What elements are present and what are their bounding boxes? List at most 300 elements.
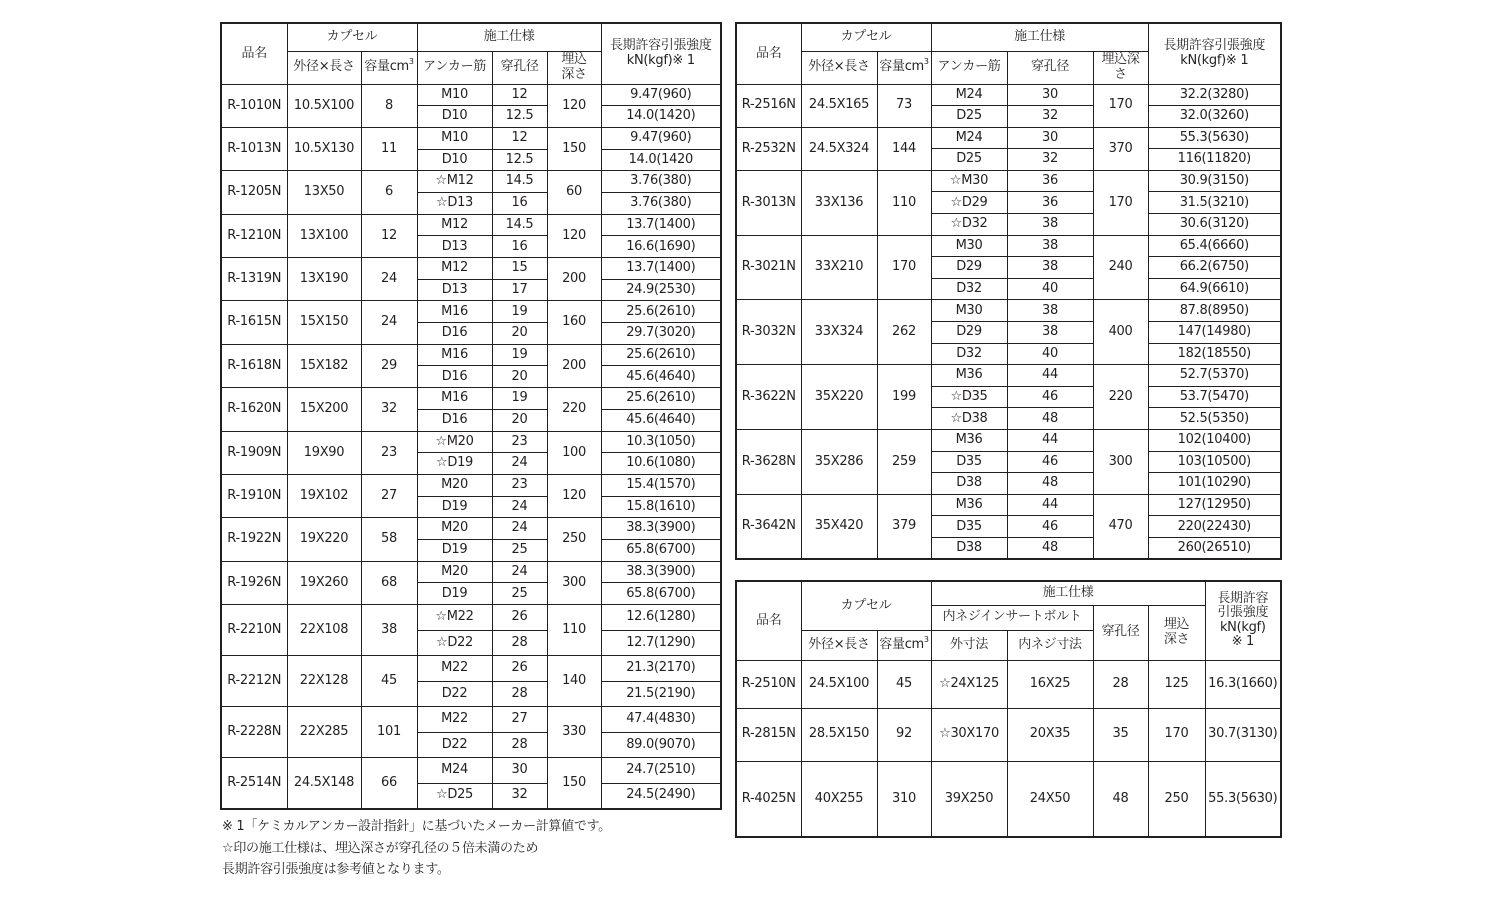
header-volume-sup: 3 (923, 57, 929, 67)
capsule-volume: 379 (877, 494, 931, 559)
capsule-size: 19X220 (287, 518, 361, 561)
strength: 24.9(2530) (601, 279, 721, 301)
capsule-size: 13X50 (287, 171, 361, 214)
table-row (736, 84, 1281, 106)
drill-diameter: 30 (492, 758, 547, 784)
inner-thread-dim: 20X35 (1007, 708, 1093, 761)
header-strength-line2: kN(kgf)※ 1 (626, 52, 695, 68)
capsule-volume: 24 (361, 301, 417, 344)
strength: 13.7(1400) (601, 214, 721, 236)
strength: 16.3(1660) (1205, 660, 1281, 708)
capsule-size: 35X220 (801, 365, 877, 430)
strength: 21.5(2190) (601, 681, 721, 707)
product-name: R-3032N (736, 300, 801, 365)
drill-diameter: 44 (1007, 365, 1093, 387)
capsule-size: 35X286 (801, 430, 877, 495)
anchor-bar: ☆M20 (417, 431, 492, 453)
header-product-name: 品名 (736, 581, 801, 660)
capsule-volume: 66 (361, 758, 417, 809)
drill-diameter: 20 (492, 366, 547, 388)
anchor-bar: M10 (417, 127, 492, 149)
anchor-bar: ☆D25 (417, 783, 492, 809)
embed-depth: 250 (547, 518, 601, 561)
drill-diameter: 38 (1007, 235, 1093, 257)
header-drill-diameter: 穿孔径 (1093, 605, 1148, 660)
capsule-size: 33X210 (801, 235, 877, 300)
capsule-volume: 45 (877, 660, 931, 708)
capsule-size: 35X420 (801, 494, 877, 559)
anchor-bar: ☆D19 (417, 453, 492, 475)
anchor-bar: M16 (417, 388, 492, 410)
header-anchor-bar: アンカー筋 (417, 51, 492, 84)
anchor-bar: D16 (417, 366, 492, 388)
anchor-bar: D38 (931, 473, 1007, 495)
strength: 45.6(4640) (601, 366, 721, 388)
anchor-bar: ☆M30 (931, 170, 1007, 192)
capsule-volume: 12 (361, 214, 417, 257)
outer-dim: ☆30X170 (931, 708, 1007, 761)
embed-depth: 200 (547, 258, 601, 301)
footnote-star-line2: 長期許容引張強度は参考値となります。 (222, 862, 450, 877)
anchor-bar: M30 (931, 235, 1007, 257)
footnote-star-line1: ☆印の施工仕様は、埋込深さが穿孔径の５倍未満のため (222, 840, 539, 856)
table-row (736, 430, 1281, 452)
drill-diameter: 40 (1007, 278, 1093, 300)
table-row (221, 127, 721, 149)
table-row (221, 171, 721, 193)
capsule-size: 33X324 (801, 300, 877, 365)
header-volume-label: 容量cm (879, 59, 924, 75)
header-insert-bolt: 内ネジインサートボルト (931, 605, 1093, 630)
strength: 21.3(2170) (601, 656, 721, 682)
drill-diameter: 46 (1007, 516, 1093, 538)
capsule-size: 28.5X150 (801, 708, 877, 761)
capsule-volume: 144 (877, 127, 931, 170)
header-strength-line1: 長期許容引張強度 (1163, 38, 1266, 54)
anchor-bar: D25 (931, 106, 1007, 128)
anchor-bar: ☆D29 (931, 192, 1007, 214)
capsule-size: 24.5X324 (801, 127, 877, 170)
embed-depth: 150 (547, 758, 601, 809)
header-construction-spec: 施工仕様 (417, 23, 601, 51)
drill-diameter: 12.5 (492, 149, 547, 171)
strength: 13.7(1400) (601, 258, 721, 280)
product-name: R-1910N (221, 474, 287, 517)
strength: 25.6(2610) (601, 388, 721, 410)
capsule-size: 10.5X130 (287, 127, 361, 170)
header-capsule: カプセル (287, 23, 417, 51)
drill-diameter: 48 (1007, 473, 1093, 495)
product-name: R-2815N (736, 708, 801, 761)
insert-bolt-spec-table (735, 580, 1282, 838)
anchor-bar: D29 (931, 257, 1007, 279)
anchor-bar: M22 (417, 707, 492, 733)
capsule-volume: 262 (877, 300, 931, 365)
anchor-bar: D22 (417, 681, 492, 707)
header-drill-diameter: 穿孔径 (1007, 51, 1093, 84)
header-capsule: カプセル (801, 581, 931, 630)
header-volume-sup: 3 (408, 57, 414, 67)
strength: 32.2(3280) (1148, 84, 1281, 106)
anchor-bar: M36 (931, 494, 1007, 516)
table-row (736, 660, 1281, 708)
capsule-size: 19X90 (287, 431, 361, 474)
anchor-bar: M20 (417, 518, 492, 540)
strength: 9.47(960) (601, 84, 721, 106)
anchor-bar: M22 (417, 656, 492, 682)
table-row (221, 474, 721, 496)
table-row (221, 258, 721, 280)
embed-depth: 160 (547, 301, 601, 344)
capsule-size: 33X136 (801, 170, 877, 235)
anchor-bar: D32 (931, 343, 1007, 365)
anchor-bar: M36 (931, 365, 1007, 387)
drill-diameter: 27 (492, 707, 547, 733)
drill-diameter: 16 (492, 192, 547, 214)
capsule-size: 13X190 (287, 258, 361, 301)
capsule-size: 22X108 (287, 605, 361, 656)
header-strength-line1: 長期許容 (1217, 591, 1269, 607)
header-volume (361, 51, 417, 84)
drill-diameter: 48 (1093, 761, 1148, 837)
anchor-bar: ☆D32 (931, 214, 1007, 236)
header-volume (877, 630, 931, 660)
drill-diameter: 20 (492, 323, 547, 345)
header-embed-depth (1093, 51, 1148, 84)
product-name: R-2514N (221, 758, 287, 809)
strength: 24.7(2510) (601, 758, 721, 784)
product-name: R-1205N (221, 171, 287, 214)
header-embed-depth (1148, 605, 1205, 660)
strength: 9.47(960) (601, 127, 721, 149)
header-strength-line2: 引張強度 (1217, 605, 1269, 621)
strength: 29.7(3020) (601, 323, 721, 345)
strength: 101(10290) (1148, 473, 1281, 495)
capsule-volume: 45 (361, 656, 417, 707)
capsule-volume: 23 (361, 431, 417, 474)
header-embed-depth-line2: さ (1114, 66, 1127, 82)
anchor-bar: ☆M12 (417, 171, 492, 193)
header-strength-line1: 長期許容引張強度 (609, 38, 712, 54)
embed-depth: 140 (547, 656, 601, 707)
strength: 31.5(3210) (1148, 192, 1281, 214)
strength: 12.7(1290) (601, 630, 721, 656)
table-row (221, 388, 721, 410)
anchor-bar: D38 (931, 537, 1007, 559)
header-drill-diameter: 穿孔径 (492, 51, 547, 84)
embed-depth: 370 (1093, 127, 1148, 170)
table-row (736, 300, 1281, 322)
capsule-size: 24.5X100 (801, 660, 877, 708)
strength: 64.9(6610) (1148, 278, 1281, 300)
header-product-name: 品名 (221, 23, 287, 84)
strength: 65.8(6700) (601, 583, 721, 605)
product-name: R-2516N (736, 84, 801, 127)
inner-thread-dim: 24X50 (1007, 761, 1093, 837)
product-name: R-3622N (736, 365, 801, 430)
anchor-bar: M12 (417, 214, 492, 236)
anchor-bar: M30 (931, 300, 1007, 322)
anchor-bar: D25 (931, 149, 1007, 171)
embed-depth: 120 (547, 214, 601, 257)
drill-diameter: 20 (492, 409, 547, 431)
right-table-body (736, 84, 1281, 559)
table-row (221, 344, 721, 366)
embed-depth: 240 (1093, 235, 1148, 300)
drill-diameter: 38 (1007, 322, 1093, 344)
anchor-bar: ☆D35 (931, 386, 1007, 408)
capsule-size: 19X102 (287, 474, 361, 517)
anchor-bar: D19 (417, 496, 492, 518)
capsule-size: 15X182 (287, 344, 361, 387)
anchor-spec-table-left (220, 22, 722, 810)
embed-depth: 170 (1148, 708, 1205, 761)
embed-depth: 200 (547, 344, 601, 387)
embed-depth: 400 (1093, 300, 1148, 365)
capsule-volume: 32 (361, 388, 417, 431)
drill-diameter: 12.5 (492, 106, 547, 128)
header-volume (877, 51, 931, 84)
anchor-bar: M10 (417, 84, 492, 106)
anchor-bar: D16 (417, 323, 492, 345)
drill-diameter: 36 (1007, 170, 1093, 192)
drill-diameter: 16 (492, 236, 547, 258)
strength: 55.3(5630) (1148, 127, 1281, 149)
product-name: R-2532N (736, 127, 801, 170)
strength: 66.2(6750) (1148, 257, 1281, 279)
drill-diameter: 26 (492, 656, 547, 682)
product-name: R-3628N (736, 430, 801, 495)
capsule-volume: 101 (361, 707, 417, 758)
strength: 147(14980) (1148, 322, 1281, 344)
table-row (221, 301, 721, 323)
header-construction-spec: 施工仕様 (931, 23, 1148, 51)
header-volume-label: 容量cm (364, 59, 409, 75)
capsule-volume: 68 (361, 561, 417, 604)
drill-diameter: 24 (492, 496, 547, 518)
product-name: R-2510N (736, 660, 801, 708)
product-name: R-1319N (221, 258, 287, 301)
embed-depth: 170 (1093, 84, 1148, 127)
strength: 24.5(2490) (601, 783, 721, 809)
table-row (221, 214, 721, 236)
anchor-bar: M36 (931, 430, 1007, 452)
drill-diameter: 24 (492, 518, 547, 540)
drill-diameter: 28 (492, 732, 547, 758)
capsule-volume: 11 (361, 127, 417, 170)
capsule-volume: 259 (877, 430, 931, 495)
strength: 47.4(4830) (601, 707, 721, 733)
strength: 45.6(4640) (601, 409, 721, 431)
drill-diameter: 19 (492, 344, 547, 366)
product-name: R-1618N (221, 344, 287, 387)
capsule-volume: 27 (361, 474, 417, 517)
capsule-volume: 6 (361, 171, 417, 214)
table-row (221, 431, 721, 453)
strength: 10.6(1080) (601, 453, 721, 475)
embed-depth: 300 (1093, 430, 1148, 495)
strength: 30.9(3150) (1148, 170, 1281, 192)
strength: 38.3(3900) (601, 518, 721, 540)
header-strength-line3: kN(kgf) (1219, 619, 1266, 635)
header-strength-line4: ※ 1 (1231, 634, 1254, 650)
header-diameter-length: 外径×長さ (801, 51, 877, 84)
capsule-volume: 58 (361, 518, 417, 561)
header-embed-depth-line1: 埋込 (561, 52, 587, 68)
strength: 38.3(3900) (601, 561, 721, 583)
product-name: R-1013N (221, 127, 287, 170)
drill-diameter: 15 (492, 258, 547, 280)
capsule-volume: 38 (361, 605, 417, 656)
capsule-size: 22X285 (287, 707, 361, 758)
strength: 55.3(5630) (1205, 761, 1281, 837)
table-row (221, 84, 721, 106)
anchor-bar: D32 (931, 278, 1007, 300)
strength: 25.6(2610) (601, 344, 721, 366)
anchor-bar: D13 (417, 236, 492, 258)
product-name: R-1909N (221, 431, 287, 474)
embed-depth: 220 (547, 388, 601, 431)
strength: 32.0(3260) (1148, 106, 1281, 128)
drill-diameter: 48 (1007, 537, 1093, 559)
capsule-size: 24.5X165 (801, 84, 877, 127)
capsule-volume: 170 (877, 235, 931, 300)
drill-diameter: 38 (1007, 214, 1093, 236)
capsule-volume: 92 (877, 708, 931, 761)
capsule-size: 10.5X100 (287, 84, 361, 127)
anchor-bar: D10 (417, 106, 492, 128)
table-row (221, 518, 721, 540)
drill-diameter: 28 (492, 630, 547, 656)
header-inner-thread-dim: 内ネジ寸法 (1007, 630, 1093, 660)
drill-diameter: 24 (492, 561, 547, 583)
capsule-volume: 8 (361, 84, 417, 127)
header-product-name: 品名 (736, 23, 801, 84)
anchor-bar: M20 (417, 561, 492, 583)
embed-depth: 150 (547, 127, 601, 170)
table-row (736, 235, 1281, 257)
drill-diameter: 14.5 (492, 214, 547, 236)
drill-diameter: 19 (492, 301, 547, 323)
table-row (221, 758, 721, 784)
left-table-body (221, 84, 721, 809)
header-strength (1148, 23, 1281, 84)
drill-diameter: 36 (1007, 192, 1093, 214)
drill-diameter: 26 (492, 605, 547, 631)
anchor-bar: ☆D38 (931, 408, 1007, 430)
strength: 15.8(1610) (601, 496, 721, 518)
header-embed-depth-line2: 深さ (1163, 631, 1190, 647)
anchor-bar: ☆M22 (417, 605, 492, 631)
header-capsule: カプセル (801, 23, 931, 51)
product-name: R-1615N (221, 301, 287, 344)
strength: 260(26510) (1148, 537, 1281, 559)
anchor-bar: D29 (931, 322, 1007, 344)
anchor-bar: M24 (931, 84, 1007, 106)
product-name: R-2228N (221, 707, 287, 758)
capsule-size: 24.5X148 (287, 758, 361, 809)
embed-depth: 250 (1148, 761, 1205, 837)
capsule-volume: 199 (877, 365, 931, 430)
embed-depth: 330 (547, 707, 601, 758)
drill-diameter: 32 (1007, 149, 1093, 171)
table-row (221, 656, 721, 682)
header-embed-depth-line1: 埋込 (1163, 617, 1190, 633)
anchor-bar: M24 (417, 758, 492, 784)
strength: 87.8(8950) (1148, 300, 1281, 322)
strength: 52.7(5370) (1148, 365, 1281, 387)
anchor-bar: D35 (931, 516, 1007, 538)
drill-diameter: 25 (492, 583, 547, 605)
capsule-volume: 310 (877, 761, 931, 837)
drill-diameter: 28 (1093, 660, 1148, 708)
capsule-size: 40X255 (801, 761, 877, 837)
strength: 127(12950) (1148, 494, 1281, 516)
anchor-bar: M12 (417, 258, 492, 280)
product-name: R-1922N (221, 518, 287, 561)
header-embed-depth-line2: 深さ (561, 66, 587, 82)
strength: 116(11820) (1148, 149, 1281, 171)
embed-depth: 60 (547, 171, 601, 214)
header-strength-line2: kN(kgf)※ 1 (1180, 52, 1249, 68)
footnote-calculation: ※ 1「ケミカルアンカー設計指針」に基づいたメーカー計算値です。 (222, 819, 611, 834)
anchor-bar: ☆D13 (417, 192, 492, 214)
embed-depth: 110 (547, 605, 601, 656)
drill-diameter: 48 (1007, 408, 1093, 430)
header-embed-depth (547, 51, 601, 84)
capsule-volume: 29 (361, 344, 417, 387)
table-row (736, 494, 1281, 516)
drill-diameter: 23 (492, 474, 547, 496)
drill-diameter: 35 (1093, 708, 1148, 761)
drill-diameter: 30 (1007, 127, 1093, 149)
product-name: R-1926N (221, 561, 287, 604)
anchor-bar: D13 (417, 279, 492, 301)
header-anchor-bar: アンカー筋 (931, 51, 1007, 84)
capsule-size: 19X260 (287, 561, 361, 604)
strength: 15.4(1570) (601, 474, 721, 496)
table-row (221, 605, 721, 631)
product-name: R-4025N (736, 761, 801, 837)
product-name: R-3013N (736, 170, 801, 235)
anchor-bar: ☆D22 (417, 630, 492, 656)
product-name: R-3642N (736, 494, 801, 559)
drill-diameter: 44 (1007, 494, 1093, 516)
product-name: R-3021N (736, 235, 801, 300)
strength: 52.5(5350) (1148, 408, 1281, 430)
capsule-size: 13X100 (287, 214, 361, 257)
header-diameter-length: 外径×長さ (287, 51, 361, 84)
insert-table-body (736, 660, 1281, 837)
embed-depth: 170 (1093, 170, 1148, 235)
strength: 182(18550) (1148, 343, 1281, 365)
strength: 30.7(3130) (1205, 708, 1281, 761)
drill-diameter: 19 (492, 388, 547, 410)
strength: 65.4(6660) (1148, 235, 1281, 257)
drill-diameter: 25 (492, 539, 547, 561)
anchor-bar: D22 (417, 732, 492, 758)
capsule-size: 15X150 (287, 301, 361, 344)
drill-diameter: 38 (1007, 257, 1093, 279)
table-row (221, 561, 721, 583)
anchor-bar: M16 (417, 344, 492, 366)
drill-diameter: 40 (1007, 343, 1093, 365)
header-strength (601, 23, 721, 84)
header-outer-dim: 外寸法 (931, 630, 1007, 660)
product-name: R-1210N (221, 214, 287, 257)
drill-diameter: 38 (1007, 300, 1093, 322)
drill-diameter: 32 (1007, 106, 1093, 128)
